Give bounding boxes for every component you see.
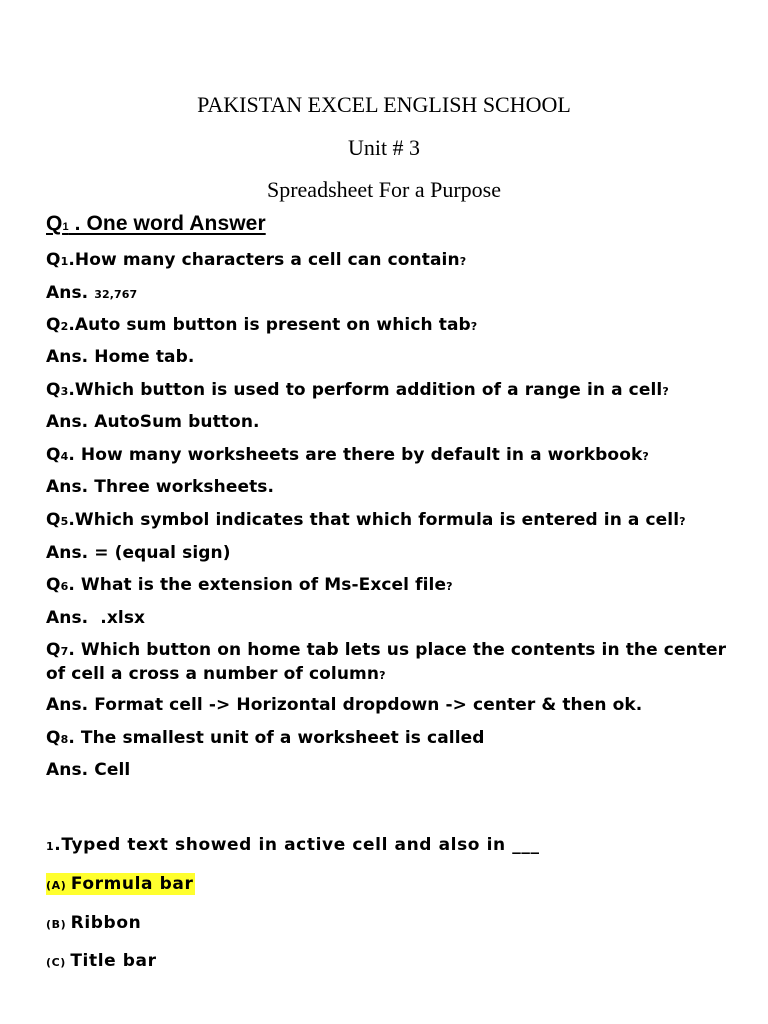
section-heading-num: 1 (62, 221, 69, 233)
question-number: 5 (60, 515, 69, 528)
school-title: PAKISTAN EXCEL ENGLISH SCHOOL (197, 92, 571, 117)
mcq-number: 1 (46, 840, 55, 853)
question-7 (46, 639, 731, 687)
answer-text: .xlsx (94, 608, 146, 628)
question-8 (46, 727, 485, 751)
answer-text: Home tab. (94, 347, 195, 367)
question-mark: ? (642, 450, 649, 463)
question-prefix: Q (46, 380, 61, 400)
answer-label: Ans. (46, 283, 95, 303)
answer-7 (46, 694, 642, 716)
option-text: Formula bar (70, 874, 194, 894)
answer-text: Format cell -> Horizontal dropdown -> center & then ok. (94, 695, 643, 715)
question-number: 4 (60, 450, 69, 463)
section-heading (46, 213, 266, 238)
question-prefix: Q (46, 510, 61, 530)
question-number: 2 (60, 320, 69, 333)
answer-label: Ans. (46, 608, 95, 628)
question-6 (46, 574, 453, 598)
question-prefix: Q (46, 575, 61, 595)
answer-text: = (equal sign) (94, 543, 231, 563)
question-1 (46, 249, 466, 273)
answer-label: Ans. (46, 760, 95, 780)
option-label: (C) (46, 956, 71, 969)
question-2 (46, 314, 477, 338)
question-mark: ? (379, 669, 386, 682)
question-mark: ? (662, 385, 669, 398)
question-text: . Which button on home tab lets us place the contents in the center of cell a cross a number of column (46, 640, 727, 684)
question-prefix: Q (46, 445, 61, 465)
answer-label: Ans. (46, 347, 95, 367)
mcq-option-c (46, 950, 157, 974)
option-label: (A) (46, 879, 71, 892)
question-text: .How many characters a cell can contain (68, 250, 460, 270)
question-prefix: Q (46, 315, 61, 335)
section-heading-text: . One word Answer (68, 212, 266, 235)
question-text: . How many worksheets are there by default in a workbook (68, 445, 643, 465)
answer-label: Ans. (46, 543, 95, 563)
question-prefix: Q (46, 640, 61, 660)
answer-1 (46, 282, 137, 306)
mcq-question-text: .Typed text showed in active cell and also in ___ (54, 835, 540, 855)
option-text: Title bar (70, 951, 157, 971)
question-mark: ? (679, 515, 686, 528)
question-text: .Which button is used to perform addition of a range in a cell (68, 380, 663, 400)
option-text: Ribbon (70, 913, 142, 933)
question-prefix: Q (46, 728, 61, 748)
section-heading-prefix: Q (46, 212, 63, 235)
answer-2 (46, 346, 194, 368)
answer-label: Ans. (46, 412, 95, 432)
question-prefix: Q (46, 250, 61, 270)
question-text: . The smallest unit of a worksheet is called (68, 728, 485, 748)
question-number: 3 (60, 385, 69, 398)
question-text: . What is the extension of Ms-Excel file (68, 575, 447, 595)
answer-label: Ans. (46, 477, 95, 497)
answer-text: Cell (94, 760, 131, 780)
unit-title: Unit # 3 (347, 135, 421, 160)
answer-text: Three worksheets. (94, 477, 275, 497)
question-number: 8 (60, 733, 69, 746)
question-text: .Which symbol indicates that which formula is entered in a cell (68, 510, 680, 530)
subject-title: Spreadsheet For a Purpose (266, 177, 501, 202)
question-number: 1 (60, 255, 69, 268)
answer-4 (46, 476, 274, 498)
answer-8 (46, 759, 130, 781)
question-4 (46, 444, 649, 468)
answer-text: 32,767 (94, 288, 138, 301)
answer-5 (46, 542, 231, 564)
answer-text: AutoSum button. (94, 412, 260, 432)
answer-3 (46, 411, 260, 433)
question-number: 7 (60, 645, 69, 658)
mcq-option-a (46, 873, 195, 897)
question-mark: ? (459, 255, 467, 268)
highlighted-answer (46, 873, 195, 895)
question-5 (46, 509, 686, 533)
answer-6 (46, 607, 145, 629)
question-number: 6 (60, 580, 69, 593)
option-label: (B) (46, 918, 71, 931)
question-text: .Auto sum button is present on which tab (68, 315, 471, 335)
question-mark: ? (446, 580, 453, 593)
question-3 (46, 379, 669, 403)
question-mark: ? (470, 320, 478, 333)
answer-label: Ans. (46, 695, 95, 715)
mcq-question (46, 834, 540, 858)
mcq-option-b (46, 912, 141, 936)
